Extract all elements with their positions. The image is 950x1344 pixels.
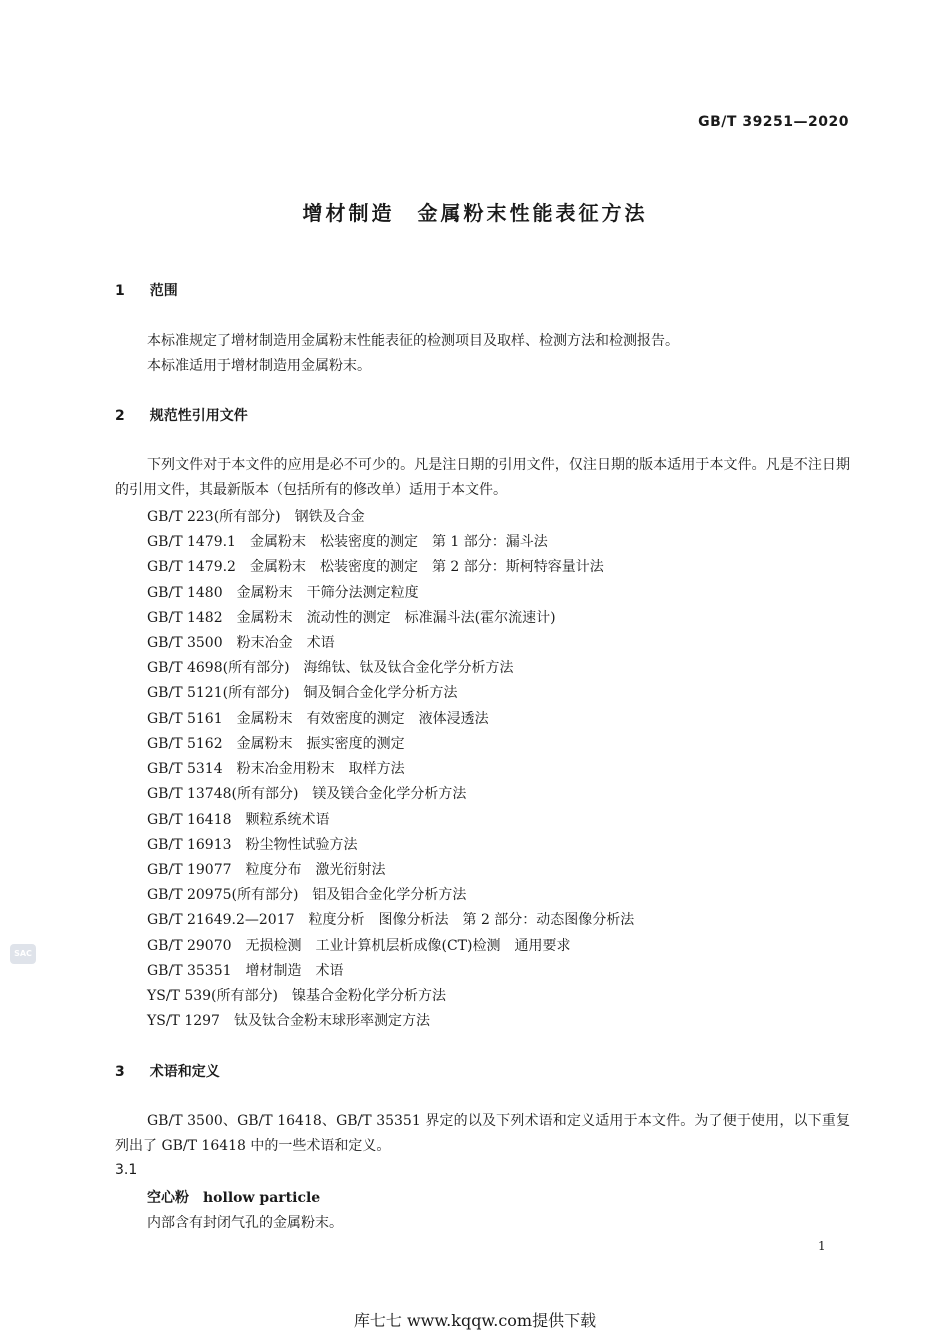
section-1-paragraph: 本标准规定了增材制造用金属粉末性能表征的检测项目及取样、检测方法和检测报告。 [147,333,679,349]
section-2-heading [115,405,248,425]
reference-item: GB/T 1479.1 金属粉末 松装密度的测定 第 1 部分：漏斗法 [147,534,548,550]
section-3-number: 3 [115,1064,125,1080]
reference-item: GB/T 35351 增材制造 术语 [147,963,344,979]
clause-number: 3.1 [115,1162,138,1178]
section-2-number: 2 [115,408,125,424]
term-chinese: 空心粉 [147,1190,189,1206]
section-2-intro: 下列文件对于本文件的应用是必不可少的。凡是注日期的引用文件，仅注日期的版本适用于本文件。凡是不注日期的引用文件，其最新版本（包括所有的修改单）适用于本文件。 [115,457,850,498]
reference-item: GB/T 223(所有部分) 钢铁及合金 [147,509,365,525]
reference-item: GB/T 1480 金属粉末 干筛分法测定粒度 [147,585,419,601]
term-definition: 内部含有封闭气孔的金属粉末。 [147,1215,343,1231]
reference-item: GB/T 5121(所有部分) 铜及铜合金化学分析方法 [147,685,458,701]
section-3-intro: GB/T 3500、GB/T 16418、GB/T 35351 界定的以及下列术语和定义适用于本文件。为了便于使用，以下重复列出了 GB/T 16418 中的一些术语和定义。 [115,1113,850,1154]
section-1-title: 范围 [149,283,178,299]
reference-item: YS/T 1297 钛及钛合金粉末球形率测定方法 [147,1013,430,1029]
reference-item: GB/T 19077 粒度分布 激光衍射法 [147,862,386,878]
section-3-heading [115,1061,220,1081]
reference-item: GB/T 4698(所有部分) 海绵钛、钛及钛合金化学分析方法 [147,660,514,676]
reference-item: GB/T 29070 无损检测 工业计算机层析成像(CT)检测 通用要求 [147,938,571,954]
standard-number: GB/T 39251—2020 [698,114,849,130]
section-2-title: 规范性引用文件 [149,408,248,424]
section-1-heading [115,280,178,300]
reference-item: GB/T 21649.2—2017 粒度分析 图像分析法 第 2 部分：动态图像分析法 [147,912,635,928]
reference-item: GB/T 5162 金属粉末 振实密度的测定 [147,736,405,752]
section-3-title: 术语和定义 [149,1064,220,1080]
reference-item: GB/T 5161 金属粉末 有效密度的测定 液体浸透法 [147,711,489,727]
reference-item: GB/T 16418 颗粒系统术语 [147,812,330,828]
document-title: 增材制造 金属粉末性能表征方法 [302,201,648,225]
term-entry [147,1187,320,1207]
reference-item: GB/T 20975(所有部分) 铝及铝合金化学分析方法 [147,887,467,903]
section-1-number: 1 [115,283,125,299]
reference-item: GB/T 1482 金属粉末 流动性的测定 标准漏斗法(霍尔流速计) [147,610,556,626]
reference-item: YS/T 539(所有部分) 镍基合金粉化学分析方法 [147,988,446,1004]
reference-item: GB/T 3500 粉末冶金 术语 [147,635,335,651]
download-footer: 库七七 www.kqqw.com提供下载 [353,1311,597,1330]
reference-item: GB/T 1479.2 金属粉末 松装密度的测定 第 2 部分：斯柯特容量计法 [147,559,604,575]
term-english: hollow particle [203,1190,321,1206]
sac-watermark-logo: SAC [10,944,36,964]
reference-item: GB/T 5314 粉末冶金用粉末 取样方法 [147,761,405,777]
section-1-paragraph: 本标准适用于增材制造用金属粉末。 [147,358,371,374]
reference-item: GB/T 16913 粉尘物性试验方法 [147,837,358,853]
page-number: 1 [818,1239,826,1253]
reference-item: GB/T 13748(所有部分) 镁及镁合金化学分析方法 [147,786,467,802]
